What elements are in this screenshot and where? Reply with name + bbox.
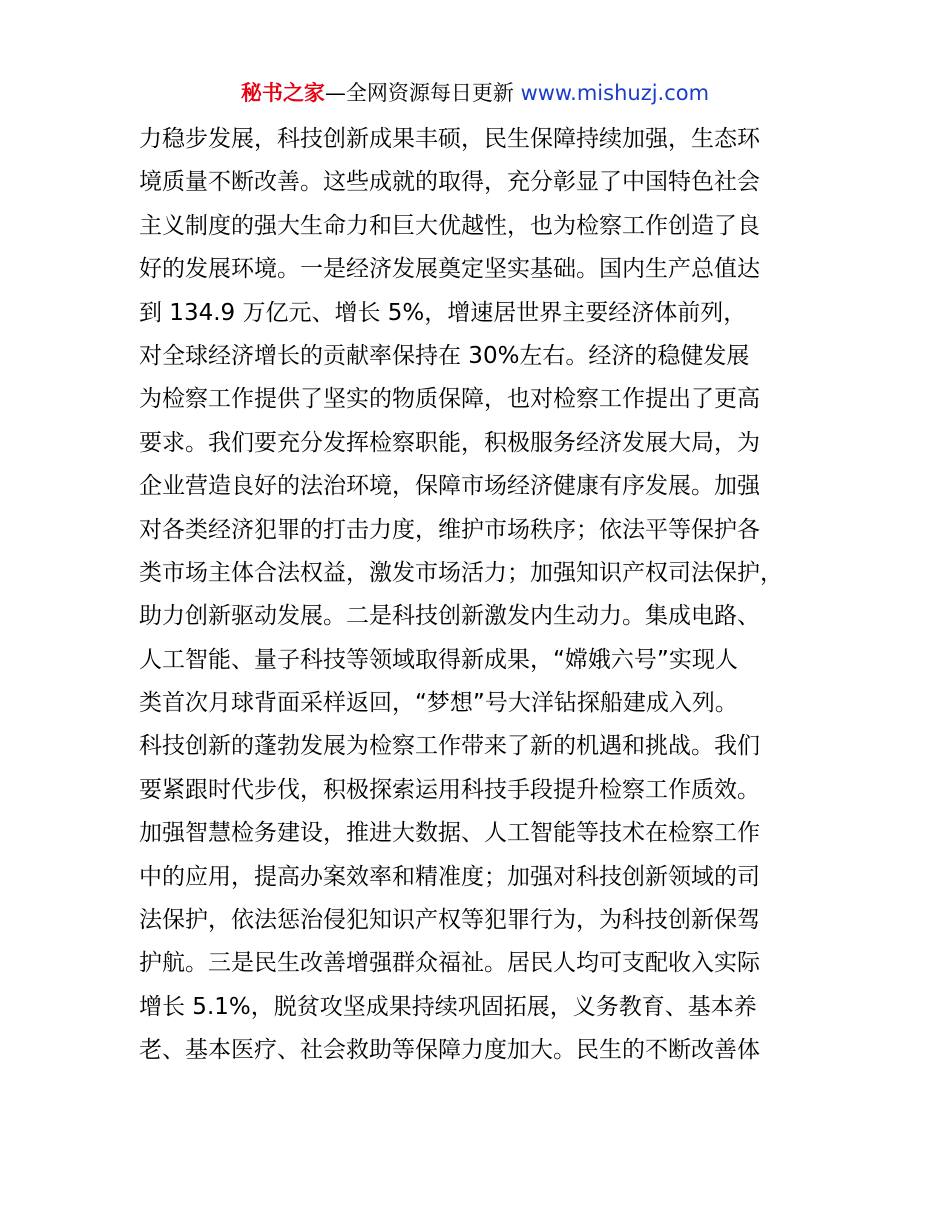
body-line: 增长 5.1%，脱贫攻坚成果持续巩固拓展，义务教育、基本养: [139, 993, 757, 1020]
body-line: 力稳步发展，科技创新成果丰硕，民生保障持续加强，生态环: [139, 126, 760, 152]
body-line: 要紧跟时代步伐，积极探索运用科技手段提升检察工作质效。: [139, 776, 760, 803]
body-line: 对各类经济犯罪的打击力度，维护市场秩序；依法平等保护各: [139, 516, 760, 543]
document-body: [139, 118, 839, 1073]
body-line: 要求。我们要充分发挥检察职能，积极服务经济发展大局，为: [139, 429, 760, 456]
body-line: 助力创新驱动发展。二是科技创新激发内生动力。集成电路、: [139, 603, 760, 630]
body-line: 科技创新的蓬勃发展为检察工作带来了新的机遇和挑战。我们: [139, 733, 760, 760]
body-line: 老、基本医疗、社会救助等保障力度加大。民生的不断改善体: [139, 1037, 760, 1064]
body-line: 法保护，依法惩治侵犯知识产权等犯罪行为，为科技创新保驾: [139, 907, 760, 934]
body-line: 主义制度的强大生命力和巨大优越性，也为检察工作创造了良: [139, 212, 760, 239]
site-tagline: —全网资源每日更新: [324, 81, 514, 105]
body-line: 到 134.9 万亿元、增长 5%，增速居世界主要经济体前列，: [139, 299, 747, 326]
body-line: 好的发展环境。一是经济发展奠定坚实基础。国内生产总值达: [139, 256, 760, 283]
body-line: 为检察工作提供了坚实的物质保障，也对检察工作提出了更高: [139, 386, 760, 413]
body-line: 人工智能、量子科技等领域取得新成果，“嫦娥六号”实现人: [139, 646, 738, 673]
site-url-link[interactable]: www.mishuzj.com: [520, 81, 710, 105]
body-line: 中的应用，提高办案效率和精准度；加强对科技创新领域的司: [139, 863, 760, 890]
body-line: 企业营造良好的法治环境，保障市场经济健康有序发展。加强: [139, 473, 760, 500]
site-brand: 秘书之家: [240, 81, 325, 105]
site-header: [0, 78, 950, 108]
body-line: 加强智慧检务建设，推进大数据、人工智能等技术在检察工作: [139, 820, 760, 847]
body-line: 对全球经济增长的贡献率保持在 30%左右。经济的稳健发展: [139, 342, 750, 369]
body-line: 类市场主体合法权益，激发市场活力；加强知识产权司法保护，: [139, 559, 783, 586]
body-line: 境质量不断改善。这些成就的取得，充分彰显了中国特色社会: [139, 169, 760, 196]
body-line: 类首次月球背面采样返回，“梦想”号大洋钻探船建成入列。: [139, 690, 738, 717]
body-line: 护航。三是民生改善增强群众福祉。居民人均可支配收入实际: [139, 950, 760, 977]
